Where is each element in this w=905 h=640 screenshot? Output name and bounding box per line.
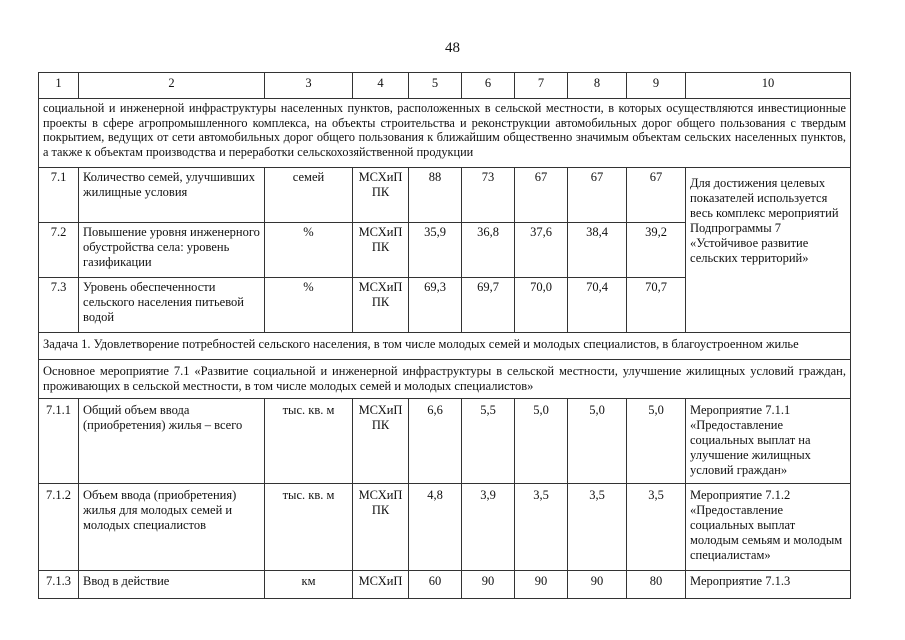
value-col7: 3,5 [515,484,568,571]
value-col5: 69,3 [409,278,462,333]
value-col6: 36,8 [462,223,515,278]
value-col9: 67 [627,168,686,223]
row-number: 7.1 [39,168,79,223]
indicators-table [38,72,851,599]
table-row [39,571,851,599]
unit: семей [265,168,353,223]
value-col8: 67 [568,168,627,223]
unit: % [265,278,353,333]
unit: % [265,223,353,278]
row-number: 7.2 [39,223,79,278]
executor: МСХиП [353,571,409,599]
task-row [39,333,851,360]
indicator-name: Повышение уровня инженерного обустройства села: уровень газификации [79,223,265,278]
value-col8: 5,0 [568,399,627,484]
value-col5: 88 [409,168,462,223]
main-measure-row [39,360,851,399]
value-col9: 3,5 [627,484,686,571]
table-row [39,168,851,223]
task-title: Задача 1. Удовлетворение потребностей сельского населения, в том числе молодых семей и молодых специалистов, в благоустроенном жилье [39,333,851,360]
row-number: 7.1.2 [39,484,79,571]
table-row [39,484,851,571]
row-number: 7.1.1 [39,399,79,484]
section-intro-row [39,99,851,168]
executor: МСХиП ПК [353,223,409,278]
value-col7: 90 [515,571,568,599]
value-col6: 73 [462,168,515,223]
table-row [39,399,851,484]
value-col8: 90 [568,571,627,599]
measure-name: Ввод в действие [79,571,265,599]
indicators-note: Для достижения целевых показателей используется весь комплекс мероприятий Подпрограммы 7 «Устойчивое развитие сельских территорий» [686,168,851,333]
unit: км [265,571,353,599]
executor: МСХиП ПК [353,168,409,223]
value-col9: 39,2 [627,223,686,278]
measure-name: Объем ввода (приобретения) жилья для молодых семей и молодых специалистов [79,484,265,571]
measure-note: Мероприятие 7.1.1 «Предоставление социальных выплат на улучшение жилищных условий граждан» [686,399,851,484]
value-col7: 37,6 [515,223,568,278]
executor: МСХиП ПК [353,278,409,333]
value-col8: 38,4 [568,223,627,278]
column-number-row [39,73,851,99]
value-col5: 4,8 [409,484,462,571]
measure-note: Мероприятие 7.1.3 [686,571,851,599]
executor: МСХиП ПК [353,484,409,571]
indicator-name: Уровень обеспеченности сельского населения питьевой водой [79,278,265,333]
value-col6: 3,9 [462,484,515,571]
col-number: 3 [265,73,353,99]
col-number: 9 [627,73,686,99]
value-col7: 70,0 [515,278,568,333]
value-col6: 90 [462,571,515,599]
page-number: 48 [445,40,460,56]
value-col5: 35,9 [409,223,462,278]
unit: тыс. кв. м [265,484,353,571]
col-number: 10 [686,73,851,99]
value-col5: 6,6 [409,399,462,484]
value-col5: 60 [409,571,462,599]
value-col8: 3,5 [568,484,627,571]
measure-name: Общий объем ввода (приобретения) жилья – всего [79,399,265,484]
col-number: 7 [515,73,568,99]
col-number: 4 [353,73,409,99]
col-number: 1 [39,73,79,99]
value-col9: 80 [627,571,686,599]
row-number: 7.3 [39,278,79,333]
col-number: 8 [568,73,627,99]
section-intro: социальной и инженерной инфраструктуры населенных пунктов, расположенных в сельской местности, в которых осуществляются инвестиционные проекты в сфере агропромышленного комплекса, на объекты строительства и реконструкции автомобильных дорог общего пользования с твердым покрытием, ведущих от сети автомобильных дорог общего пользования к ближайшим общественно значимым объектам сельских населенных пунктов, а также к объектам производства и переработки сельскохозяйственной продукции [39,99,851,168]
indicator-name: Количество семей, улучшивших жилищные условия [79,168,265,223]
measure-note: Мероприятие 7.1.2 «Предоставление социальных выплат молодым семьям и молодым специалистам» [686,484,851,571]
value-col6: 69,7 [462,278,515,333]
value-col9: 70,7 [627,278,686,333]
col-number: 2 [79,73,265,99]
col-number: 6 [462,73,515,99]
executor: МСХиП ПК [353,399,409,484]
main-measure-title: Основное мероприятие 7.1 «Развитие социальной и инженерной инфраструктуры в сельской местности, улучшение жилищных условий граждан, проживающих в сельской местности, в том числе молодых семей и молодых специалистов» [39,360,851,399]
col-number: 5 [409,73,462,99]
row-number: 7.1.3 [39,571,79,599]
value-col8: 70,4 [568,278,627,333]
unit: тыс. кв. м [265,399,353,484]
value-col9: 5,0 [627,399,686,484]
value-col7: 67 [515,168,568,223]
value-col6: 5,5 [462,399,515,484]
value-col7: 5,0 [515,399,568,484]
